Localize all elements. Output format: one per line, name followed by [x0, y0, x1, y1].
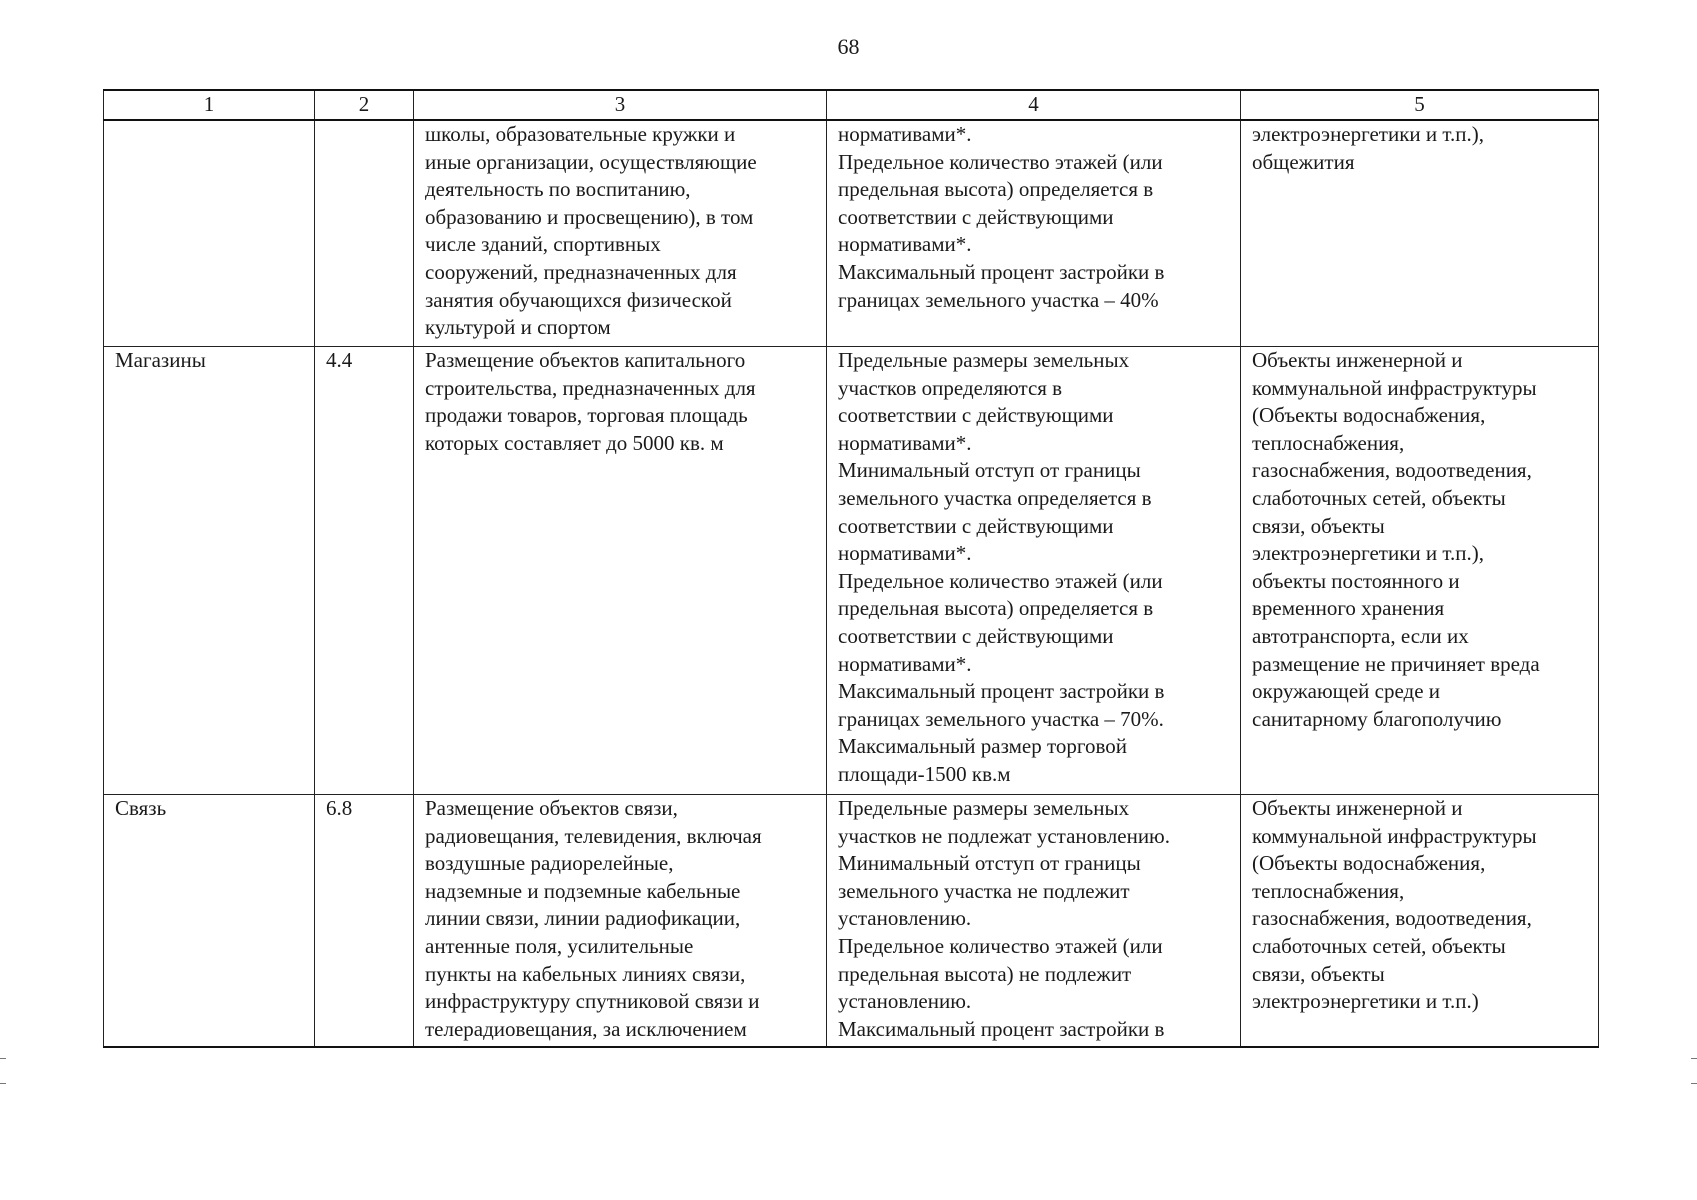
cell-text-line: которых составляет до 5000 кв. м: [425, 430, 724, 455]
cell-text-line: слаботочных сетей, объекты: [1252, 933, 1506, 958]
cell-text-line: Объекты инженерной и: [1252, 348, 1463, 372]
cell-text-line: Предельные размеры земельных: [838, 796, 1130, 820]
cell-text-line: Размещение объектов капитального: [425, 348, 746, 372]
table-body: [104, 120, 1599, 1047]
cell-text-line: Предельное количество этажей (или: [838, 933, 1163, 958]
cell-text-line: установлению.: [838, 989, 972, 1014]
cell-text-line: соответствии с действующими: [838, 403, 1114, 428]
table-row: [104, 795, 1599, 1048]
cell-text-line: предельная высота) определяется в: [838, 177, 1154, 202]
cell-text-line: границах земельного участка – 40%: [838, 287, 1159, 312]
cell-text-line: надземные и подземные кабельные: [425, 878, 741, 903]
cell-text-line: связи, объекты: [1252, 961, 1385, 986]
cell-text-line: электроэнергетики и т.п.),: [1252, 541, 1484, 566]
use-type-code-cell: 4.4: [315, 347, 414, 795]
related-uses-cell: [1241, 120, 1599, 347]
cell-text-line: инфраструктуру спутниковой связи и: [425, 989, 760, 1014]
cell-text-line: размещение не причиняет вреда: [1252, 651, 1540, 676]
cell-text-line: деятельность по воспитанию,: [425, 177, 691, 202]
cell-text-line: газоснабжения, водоотведения,: [1252, 458, 1532, 483]
cell-text-line: земельного участка не подлежит: [838, 878, 1130, 903]
parameters-cell: [827, 120, 1241, 347]
cell-text-line: коммунальной инфраструктуры: [1252, 375, 1537, 400]
cell-text-line: Максимальный процент застройки в: [838, 679, 1165, 704]
cell-text-line: Предельное количество этажей (или: [838, 568, 1163, 593]
use-type-code-cell: 6.8: [315, 795, 414, 1048]
use-type-description-cell: [414, 347, 827, 795]
cell-text-line: иные организации, осуществляющие: [425, 149, 757, 174]
cell-text-line: общежития: [1252, 149, 1355, 174]
cell-text-line: теплоснабжения,: [1252, 430, 1405, 455]
use-type-name-cell: [104, 120, 315, 347]
cell-text-line: слаботочных сетей, объекты: [1252, 485, 1506, 510]
cell-text-line: образованию и просвещению), в том: [425, 204, 754, 229]
cell-text-line: участков определяются в: [838, 375, 1063, 400]
column-header-3: 3: [414, 90, 827, 120]
cell-text-line: нормативами*.: [838, 430, 972, 455]
use-type-name-cell: Связь: [104, 795, 315, 1048]
cell-text-line: занятия обучающихся физической: [425, 287, 732, 312]
cell-text-line: Минимальный отступ от границы: [838, 458, 1141, 483]
cell-text-line: окружающей среде и: [1252, 679, 1441, 704]
cell-text-line: Минимальный отступ от границы: [838, 851, 1141, 876]
cell-text-line: радиовещания, телевидения, включая: [425, 823, 762, 848]
cell-text-line: антенные поля, усилительные: [425, 933, 694, 958]
cell-text-line: воздушные радиорелейные,: [425, 851, 674, 876]
related-uses-cell: [1241, 347, 1599, 795]
cell-text-line: соответствии с действующими: [838, 204, 1114, 229]
table-row: [104, 120, 1599, 347]
column-header-4: 4: [827, 90, 1241, 120]
parameters-cell: [827, 347, 1241, 795]
cell-text-line: земельного участка определяется в: [838, 485, 1152, 510]
parameters-cell: [827, 795, 1241, 1048]
page-number: 68: [837, 34, 860, 59]
cell-text-line: линии связи, линии радиофикации,: [425, 906, 741, 931]
cell-text-line: Максимальный процент застройки в: [838, 1016, 1165, 1041]
use-type-description-cell: [414, 795, 827, 1048]
cell-text-line: газоснабжения, водоотведения,: [1252, 906, 1532, 931]
use-type-code-cell: [315, 120, 414, 347]
cell-text-line: связи, объекты: [1252, 513, 1385, 538]
table-header: [104, 90, 1599, 120]
cell-text-line: предельная высота) определяется в: [838, 596, 1154, 621]
cell-text-line: числе зданий, спортивных: [425, 232, 661, 257]
cell-text-line: Предельное количество этажей (или: [838, 149, 1163, 174]
cell-text-line: временного хранения: [1252, 596, 1445, 621]
cell-text-line: предельная высота) не подлежит: [838, 961, 1132, 986]
header-row: [104, 90, 1599, 120]
table-row: [104, 347, 1599, 795]
cell-text-line: нормативами*.: [838, 651, 972, 676]
cell-text-line: санитарному благополучию: [1252, 706, 1502, 731]
cell-text-line: Предельные размеры земельных: [838, 348, 1130, 372]
use-type-description-cell: [414, 120, 827, 347]
cell-text-line: автотранспорта, если их: [1252, 623, 1469, 648]
cell-text-line: телерадиовещания, за исключением: [425, 1016, 747, 1041]
cell-text-line: нормативами*.: [838, 232, 972, 257]
cell-text-line: сооружений, предназначенных для: [425, 259, 737, 284]
land-use-table: [103, 89, 1599, 1048]
cell-text-line: коммунальной инфраструктуры: [1252, 823, 1537, 848]
cell-text-line: строительства, предназначенных для: [425, 375, 756, 400]
left-margin-mark: [0, 1058, 6, 1084]
related-uses-cell: [1241, 795, 1599, 1048]
cell-text-line: площади-1500 кв.м: [838, 761, 1011, 786]
cell-text-line: участков не подлежат установлению.: [838, 823, 1170, 848]
column-header-2: 2: [315, 90, 414, 120]
cell-text-line: установлению.: [838, 906, 972, 931]
cell-text-line: Максимальный размер торговой: [838, 734, 1127, 759]
cell-text-line: школы, образовательные кружки и: [425, 122, 736, 146]
cell-text-line: границах земельного участка – 70%.: [838, 706, 1164, 731]
cell-text-line: (Объекты водоснабжения,: [1252, 851, 1486, 876]
cell-text-line: нормативами*.: [838, 122, 972, 146]
cell-text-line: продажи товаров, торговая площадь: [425, 403, 748, 428]
cell-text-line: теплоснабжения,: [1252, 878, 1405, 903]
cell-text-line: соответствии с действующими: [838, 513, 1114, 538]
cell-text-line: Максимальный процент застройки в: [838, 259, 1165, 284]
column-header-1: 1: [104, 90, 315, 120]
cell-text-line: электроэнергетики и т.п.),: [1252, 122, 1484, 146]
cell-text-line: пункты на кабельных линиях связи,: [425, 961, 746, 986]
cell-text-line: (Объекты водоснабжения,: [1252, 403, 1486, 428]
cell-text-line: соответствии с действующими: [838, 623, 1114, 648]
use-type-name-cell: Магазины: [104, 347, 315, 795]
right-margin-mark: [1691, 1058, 1697, 1084]
cell-text-line: культурой и спортом: [425, 315, 611, 340]
cell-text-line: Объекты инженерной и: [1252, 796, 1463, 820]
cell-text-line: объекты постоянного и: [1252, 568, 1460, 593]
column-header-5: 5: [1241, 90, 1599, 120]
cell-text-line: электроэнергетики и т.п.): [1252, 989, 1479, 1014]
cell-text-line: нормативами*.: [838, 541, 972, 566]
cell-text-line: Размещение объектов связи,: [425, 796, 678, 820]
